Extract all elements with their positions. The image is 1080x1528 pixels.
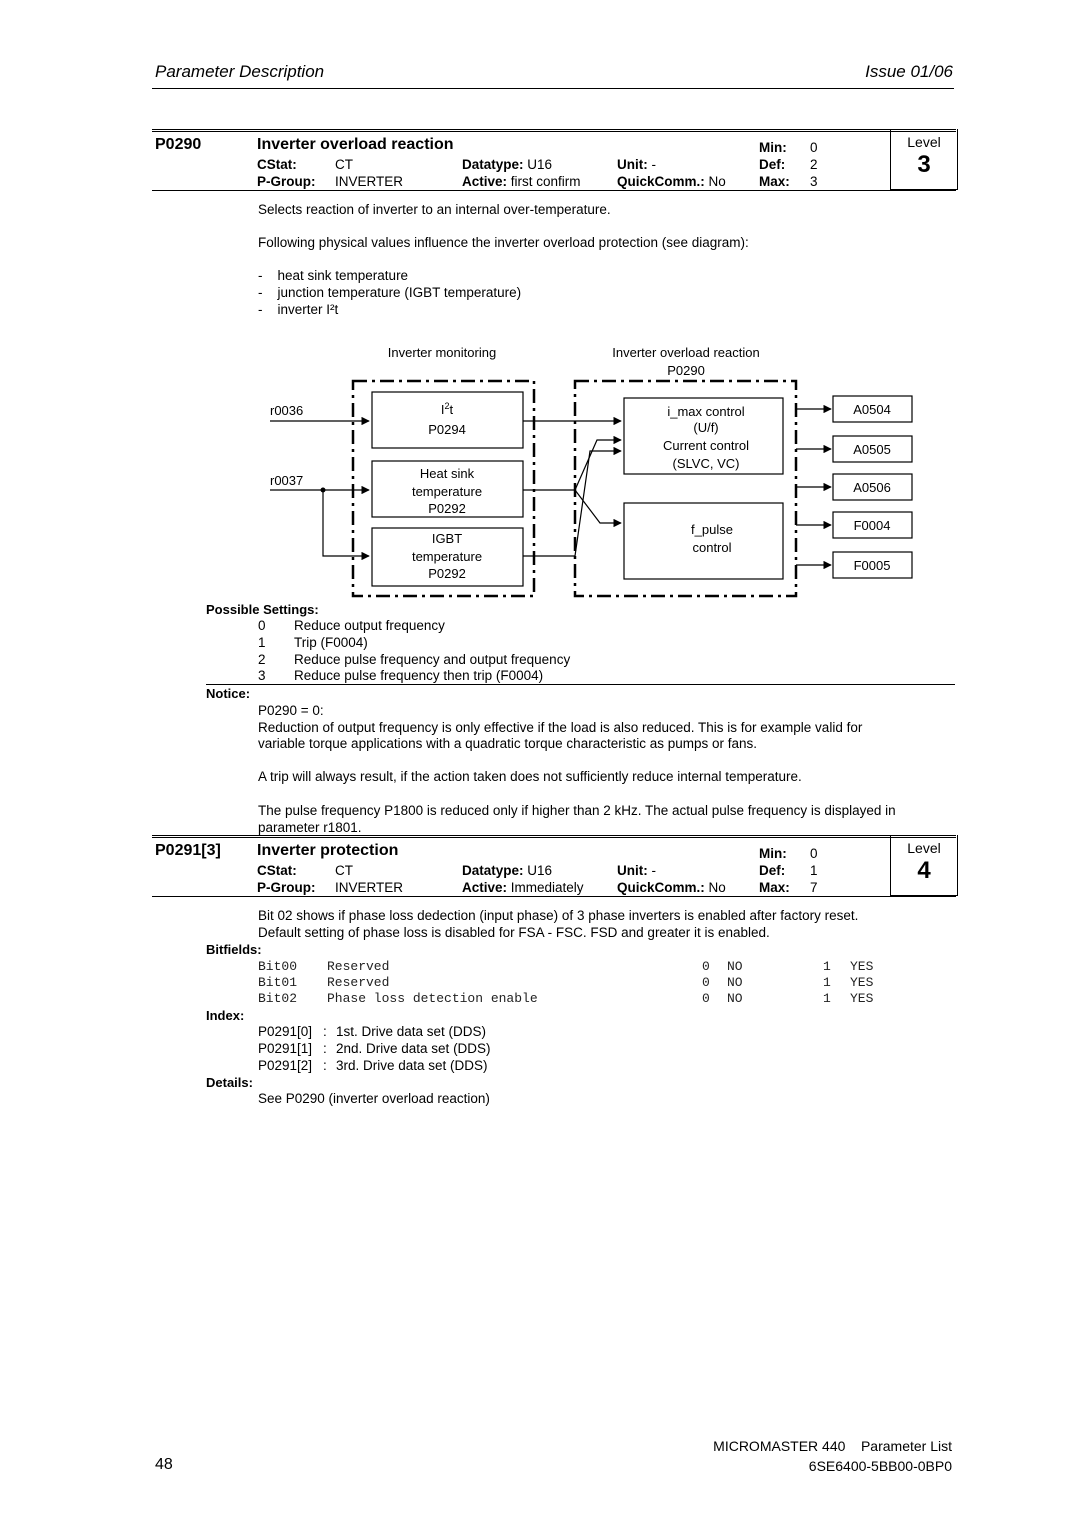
svg-text:control: control — [692, 540, 732, 555]
monitoring-title: Inverter monitoring — [387, 345, 497, 360]
svg-text:F0005: F0005 — [853, 558, 891, 573]
bitfield-v0: 0 — [702, 975, 710, 990]
param-box-p0291 — [152, 835, 956, 897]
setting-text: Reduce pulse frequency and output frequency — [294, 652, 571, 667]
svg-text:P0292: P0292 — [428, 501, 466, 516]
setting-num: 1 — [258, 635, 266, 650]
bitfield-l0: NO — [727, 991, 743, 1006]
unit-label: Unit: — [617, 863, 648, 878]
level-box — [890, 835, 958, 896]
bitfield-v0: 0 — [702, 991, 710, 1006]
svg-text:Heat sink: Heat sink — [419, 466, 475, 481]
bitfields-label: Bitfields: — [206, 942, 262, 957]
def-value: 2 — [810, 157, 818, 172]
index-text: 2nd. Drive data set (DDS) — [336, 1041, 491, 1056]
min-value: 0 — [810, 846, 818, 861]
bitfield-bit: Bit01 — [258, 975, 298, 990]
input-r0037: r0037 — [270, 473, 304, 488]
notice-text: P0290 = 0: — [258, 703, 324, 718]
bitfield-l0: NO — [727, 975, 743, 990]
details-label: Details: — [206, 1075, 253, 1090]
cstat-label: CStat: — [257, 863, 297, 878]
datatype-label: Datatype: — [462, 863, 524, 878]
level-value: 3 — [917, 151, 931, 178]
svg-text:A0504: A0504 — [853, 402, 891, 417]
notice-text: Reduction of output frequency is only effective if the load is also reduced. This is for example valid for — [258, 720, 863, 735]
bullet-item: - inverter I²t — [258, 302, 339, 317]
svg-text:(U/f): (U/f) — [693, 420, 719, 435]
unit-value: - — [651, 863, 657, 878]
footer-product: MICROMASTER 440 Parameter List — [713, 1438, 952, 1454]
svg-text:A0506: A0506 — [853, 480, 891, 495]
bullet-item: - heat sink temperature — [258, 268, 409, 283]
bitfield-desc: Reserved — [327, 959, 390, 974]
bitfield-desc: Reserved — [327, 975, 390, 990]
datatype-value: U16 — [527, 863, 553, 878]
notice-text: variable torque applications with a quadratic torque characteristic as pumps or fans. — [258, 736, 758, 751]
pgroup-label: P-Group: — [257, 174, 316, 189]
bitfield-desc: Phase loss detection enable — [327, 991, 538, 1006]
min-value: 0 — [810, 140, 818, 155]
index-param: P0291[1] — [258, 1041, 313, 1056]
datatype-value: U16 — [527, 157, 553, 172]
p0291-desc1: Bit 02 shows if phase loss dedection (input phase) of 3 phase inverters is enabled after factory reset. — [258, 908, 859, 923]
index-param: P0291[2] — [258, 1058, 313, 1073]
bitfield-l1: YES — [850, 975, 874, 990]
notice-text: parameter r1801. — [258, 820, 362, 835]
bitfield-l1: YES — [850, 991, 874, 1006]
setting-num: 3 — [258, 668, 266, 683]
param-name: Inverter protection — [257, 842, 399, 859]
bitfield-bit: Bit00 — [258, 959, 298, 974]
index-text: 3rd. Drive data set (DDS) — [336, 1058, 488, 1073]
pgroup-label: P-Group: — [257, 880, 316, 895]
max-label: Max: — [759, 174, 790, 189]
cstat-value: CT — [335, 863, 353, 878]
pgroup-value: INVERTER — [335, 174, 404, 189]
cstat-value: CT — [335, 157, 353, 172]
bitfield-l0: NO — [727, 959, 743, 974]
index-text: 1st. Drive data set (DDS) — [336, 1024, 487, 1039]
svg-text:f_pulse: f_pulse — [691, 522, 733, 537]
bullet-item: - junction temperature (IGBT temperature) — [258, 285, 522, 300]
header-title: Parameter Description — [155, 62, 325, 81]
index-sep: : — [323, 1041, 327, 1056]
def-label: Def: — [759, 157, 786, 172]
p0290-desc1: Selects reaction of inverter to an internal over-temperature. — [258, 202, 611, 217]
setting-text: Trip (F0004) — [294, 635, 368, 650]
svg-text:(SLVC, VC): (SLVC, VC) — [672, 456, 740, 471]
pgroup-value: INVERTER — [335, 880, 404, 895]
svg-text:Current control: Current control — [663, 438, 749, 453]
header-issue: Issue 01/06 — [865, 62, 953, 81]
svg-text:temperature: temperature — [411, 484, 483, 499]
reaction-title: Inverter overload reaction — [612, 345, 760, 360]
def-value: 1 — [810, 863, 818, 878]
index-label: Index: — [206, 1008, 245, 1023]
active-label: Active: — [462, 174, 508, 189]
max-value: 3 — [810, 174, 818, 189]
page-number: 48 — [155, 1456, 173, 1473]
bitfield-l1: YES — [850, 959, 874, 974]
bitfield-bit: Bit02 — [258, 991, 298, 1006]
notice-text: The pulse frequency P1800 is reduced only if higher than 2 kHz. The actual pulse frequency is displayed in — [258, 803, 896, 818]
svg-text:P0292: P0292 — [428, 566, 466, 581]
possible-settings-label: Possible Settings: — [206, 602, 319, 617]
level-value: 4 — [917, 857, 931, 884]
notice-text: A trip will always result, if the action taken does not sufficiently reduce internal temperature. — [258, 769, 802, 784]
min-label: Min: — [759, 846, 787, 861]
p0290-desc2: Following physical values influence the inverter overload protection (see diagram): — [258, 235, 749, 250]
min-label: Min: — [759, 140, 787, 155]
quickcomm-label: QuickComm.: — [617, 174, 705, 189]
overload-diagram — [0, 0, 1080, 610]
quickcomm-value: No — [708, 174, 726, 189]
index-param: P0291[0] — [258, 1024, 313, 1039]
svg-text:A0505: A0505 — [853, 442, 891, 457]
unit-label: Unit: — [617, 157, 648, 172]
quickcomm-label: QuickComm.: — [617, 880, 705, 895]
i2t-label: $I^2t$ — [440, 401, 454, 417]
max-label: Max: — [759, 880, 790, 895]
svg-text:F0004: F0004 — [853, 518, 891, 533]
svg-text:temperature: temperature — [411, 549, 483, 564]
setting-text: Reduce output frequency — [294, 618, 445, 633]
level-label: Level — [907, 134, 941, 150]
max-value: 7 — [810, 880, 818, 895]
def-label: Def: — [759, 863, 786, 878]
bitfield-v1: 1 — [823, 975, 831, 990]
svg-text:i_max control: i_max control — [667, 404, 745, 419]
level-label: Level — [907, 840, 941, 856]
param-name: Inverter overload reaction — [257, 136, 454, 153]
divider — [206, 684, 955, 685]
p0291-desc2: Default setting of phase loss is disabled for FSA - FSC. FSD and greater it is enabled. — [258, 925, 770, 940]
active-value: first confirm — [510, 174, 581, 189]
svg-text:IGBT: IGBT — [431, 531, 463, 546]
footer-code: 6SE6400-5BB00-0BP0 — [808, 1458, 952, 1474]
setting-text: Reduce pulse frequency then trip (F0004) — [294, 668, 544, 683]
index-sep: : — [323, 1024, 327, 1039]
active-label: Active: — [462, 880, 508, 895]
active-value: Immediately — [510, 880, 584, 895]
bitfield-v1: 1 — [823, 991, 831, 1006]
setting-num: 0 — [258, 618, 266, 633]
i2t-param: P0294 — [428, 422, 466, 437]
details-text: See P0290 (inverter overload reaction) — [258, 1091, 490, 1106]
input-r0036: r0036 — [270, 403, 304, 418]
unit-value: - — [651, 157, 657, 172]
reaction-param: P0290 — [667, 363, 705, 378]
datatype-label: Datatype: — [462, 157, 524, 172]
quickcomm-value: No — [708, 880, 726, 895]
setting-num: 2 — [258, 652, 266, 667]
cstat-label: CStat: — [257, 157, 297, 172]
index-sep: : — [323, 1058, 327, 1073]
param-id: P0291[3] — [155, 842, 221, 859]
notice-label: Notice: — [206, 686, 251, 701]
bitfield-v1: 1 — [823, 959, 831, 974]
param-id: P0290 — [155, 136, 202, 153]
bitfield-v0: 0 — [702, 959, 710, 974]
